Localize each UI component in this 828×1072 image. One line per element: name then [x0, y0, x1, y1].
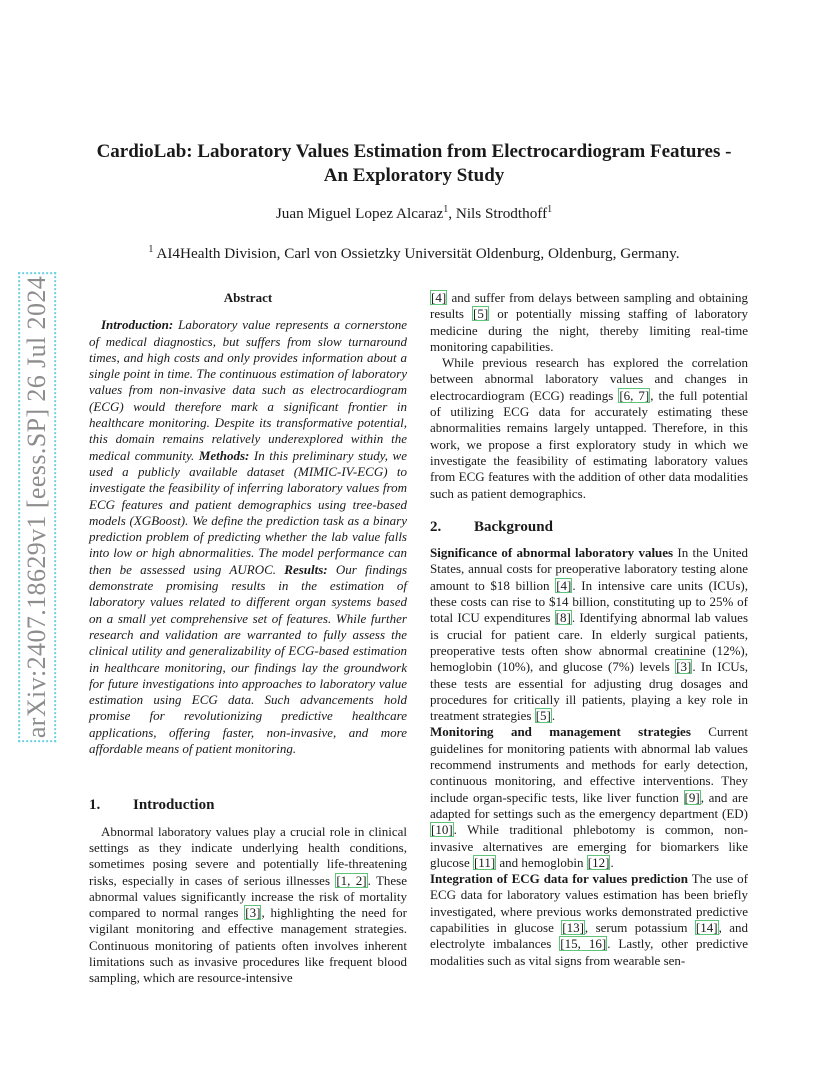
left-column [89, 290, 407, 987]
section-number: 2. [430, 518, 442, 535]
abstract-label-methods: Methods: [198, 447, 250, 463]
body-text: , highlighting the need for vigilant monitoring and effective management strategies. Continuous monitoring of patients often involves inherent limitations such as invasive procedures like frequent blood sampling, which are resource-intensive [89, 905, 407, 986]
abstract-label-results: Results: [284, 561, 328, 577]
citation-link[interactable]: [8] [555, 610, 571, 626]
body-text: , serum potassium [584, 919, 695, 935]
citation-link[interactable]: [14] [695, 919, 718, 935]
body-text: and hemoglobin [496, 854, 587, 870]
citation-link[interactable]: [15, 16] [560, 936, 607, 952]
arxiv-side-stamp [17, 262, 57, 752]
body-text: , the full potential of utilizing ECG data for accurately estimating these abnormalities remains largely untapped. Therefore, in this work, we propose a first exploratory study in which we investigate the feasibility of estimating laboratory values from ECG features with the addition of other data modalities such as patient demographics. [430, 387, 748, 501]
citation-link[interactable]: [4] [556, 577, 572, 593]
citation-link[interactable]: [3] [245, 905, 261, 921]
author-separator: , [448, 205, 456, 222]
author-name: Juan Miguel Lopez Alcaraz [275, 205, 444, 222]
background-paragraph [430, 724, 748, 871]
body-text: While previous research has explored the correlation between abnormal laboratory values and changes in electrocardiogram (ECG) readings [430, 355, 748, 403]
abstract-introduction-text: Laboratory value represents a cornerstone of medical diagnostics, but suffers from slow turnaround times, and high costs and only provides information about a single point in time. The continuous estimation of laboratory values from non-invasive data such as electrocardiogram (ECG) would therefore mark a significant frontier in healthcare monitoring. Despite its transformative potential, this domain remains relatively underexplored within the medical community. [89, 317, 407, 463]
citation-link[interactable]: [10] [431, 822, 453, 838]
citation-link[interactable]: [5] [472, 306, 489, 322]
body-text: or potentially missing staffing of laboratory medicine during the night, thereby limiting real-time monitoring capabilities. [430, 306, 748, 354]
right-column [430, 290, 748, 969]
body-text: , and are adapted for settings such as the emergency department (ED) [430, 789, 748, 821]
body-text: . In ICUs, these tests are essential for adjusting drug dosages and procedures for critically ill patients, playing a key role in treatment strategies [430, 659, 749, 724]
abstract-label-introduction: Introduction: [101, 317, 174, 333]
section-number: 1. [89, 797, 101, 814]
citation-link[interactable]: [4] [431, 290, 447, 305]
body-text: The use of ECG data for laboratory values estimation has been briefly investigated, where previous works demonstrated predictive capabilities in glucose [430, 871, 748, 935]
background-paragraph [430, 871, 748, 969]
title-line-2: An Exploratory Study [323, 165, 505, 186]
affiliation-mark: 1 [148, 244, 154, 255]
body-text: . In intensive care units (ICUs), these costs can rise to $14 billion, constituting up to 25% of total ICU expenditures [430, 577, 748, 626]
title-line-1: CardioLab: Laboratory Values Estimation from Electrocardiogram Features - [96, 141, 732, 162]
body-text: In the United States, annual costs for preoperative laboratory testing alone amount to $18 billion [430, 545, 748, 593]
author-affil-mark: 1 [443, 204, 449, 215]
abstract-text [89, 317, 407, 757]
intro-paragraph [89, 824, 407, 987]
citation-link[interactable]: [5] [535, 708, 551, 724]
citation-link[interactable]: [9] [684, 789, 700, 805]
body-text: . [610, 854, 614, 870]
citation-link[interactable]: [6, 7] [619, 387, 650, 403]
author-list [70, 204, 758, 224]
citation-link[interactable]: [12] [587, 854, 610, 870]
affiliation-text: AI4Health Division, Carl von Ossietzky Universität Oldenburg, Oldenburg, Germany. [153, 245, 680, 262]
section-title: Background [474, 518, 553, 535]
body-text: Current guidelines for monitoring patients with abnormal lab values recommend instruments and methods for early detection, continuous monitoring, and effective interventions. They include organ-specific tests, like liver function [430, 724, 748, 805]
body-text: Abnormal laboratory values play a crucial role in clinical settings as they indicate underlying health conditions, sometimes posing severe and potentially life-threatening risks, especially in cases of serious illnesses [89, 823, 407, 888]
citation-link[interactable]: [11] [473, 854, 496, 870]
body-text: . Identifying abnormal lab values is crucial for patient care. In elderly surgical patients, preoperative tests often show abnormal creatinine (12%), hemoglobin (10%), and glucose (7%) levels [430, 610, 749, 675]
section-title: Introduction [133, 797, 215, 814]
background-paragraph [430, 545, 748, 724]
section-heading-background [430, 519, 748, 535]
citation-link[interactable]: [13] [562, 919, 584, 935]
intro-paragraph [430, 355, 748, 502]
citation-link[interactable]: [1, 2] [336, 872, 367, 888]
paper-title [70, 140, 758, 188]
body-text: , and electrolyte imbalances [430, 919, 748, 952]
paragraph-heading: Significance of abnormal laboratory values [430, 545, 674, 561]
body-text: . Lastly, other predictive modalities such as vital signs from wearable sen- [430, 936, 748, 968]
paragraph-heading: Integration of ECG data for values prediction [430, 871, 688, 887]
citation-link[interactable]: [3] [676, 659, 692, 675]
body-text: . [551, 708, 556, 724]
paragraph-heading: Monitoring and management strategies [430, 724, 691, 740]
body-text: . These abnormal values significantly increase the risk of mortality compared to normal ranges [89, 872, 407, 921]
affiliation [70, 244, 758, 264]
section-heading-introduction [89, 797, 407, 813]
abstract-results-text: Our findings demonstrate promising results in the estimation of laboratory values related to different organ systems based on a small yet comprehensive set of features. While further research and validation are warranted to fully assess the clinical utility and generalizability of ECG-based estimation in healthcare monitoring, our findings lay the groundwork for future investigations into approaches to laboratory value estimation using ECG data. Such advancements hold promise for revolutionizing predictive healthcare applications, offering faster, non-invasive, and more affordable means of patient monitoring. [89, 561, 407, 757]
abstract-methods-text: In this preliminary study, we used a publicly available dataset (MIMIC-IV-ECG) to investigate the feasibility of inferring laboratory values from ECG features and patient demographics using tree-based models (XGBoost). We define the prediction task as a binary prediction problem of predicting whether the lab value falls into low or high abnormalities. The model performance can then be assessed using AUROC. [89, 447, 407, 577]
arxiv-identifier[interactable]: arXiv:2407.18629v1 [eess.SP] 26 Jul 2024 [22, 275, 52, 739]
abstract-heading: Abstract [223, 290, 273, 305]
author-affil-mark: 1 [547, 204, 553, 215]
body-text: and suffer from delays between sampling and obtaining results [430, 290, 748, 322]
intro-paragraph-continued [430, 290, 748, 355]
body-text: . While traditional phlebotomy is common, non-invasive alternatives are emerging for biomarkers like glucose [430, 822, 748, 870]
author-name: Nils Strodthoff [455, 205, 548, 222]
